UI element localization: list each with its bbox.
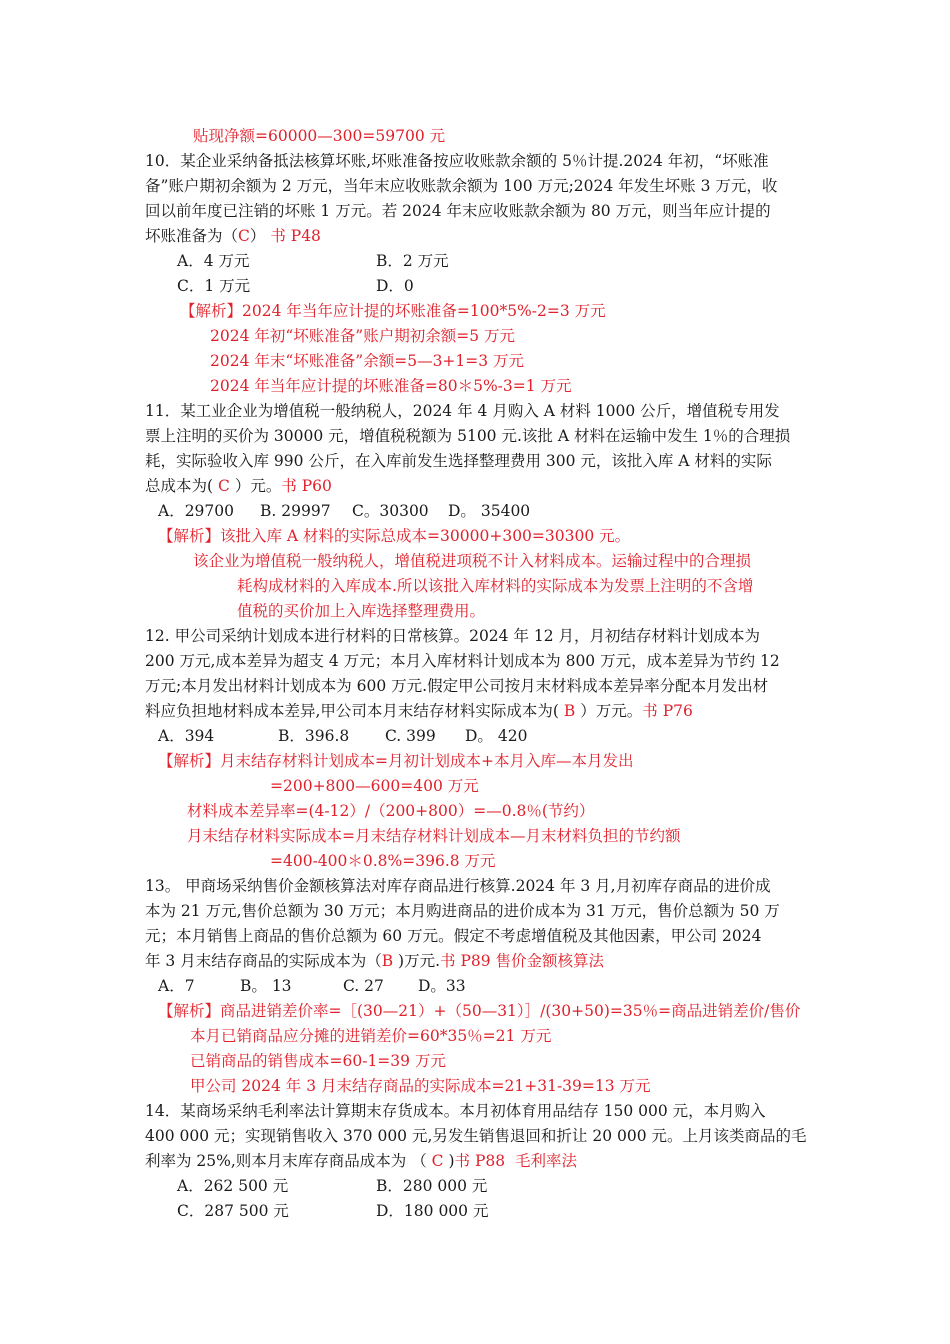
q13-option-c: C. 27 — [343, 977, 384, 995]
q13-analysis-line: 本月已销商品应分摊的进销差价=60*35％=21 万元 — [190, 1027, 552, 1045]
q10-option-b: B．2 万元 — [376, 252, 449, 270]
q14-stem-end: ) — [448, 1152, 455, 1170]
q14-stem-text: 利率为 25%,则本月末库存商品成本为 （ — [145, 1152, 427, 1170]
q11-stem-end: ）元。 — [234, 477, 282, 495]
q10-book-ref: 书 P48 — [270, 227, 321, 245]
q11-stem-line: 11．某工业企业为增值税一般纳税人，2024 年 4 月购入 A 材料 1000 公斤，增值税专用发 — [145, 402, 780, 420]
q12-book-ref: 书 P76 — [642, 702, 693, 720]
q10-stem-line: 备”账户期初余额为 2 万元，当年末应收账款余额为 100 万元;2024 年发生坏账 3 万元，收 — [145, 177, 778, 195]
q11-analysis-line: 耗构成材料的入库成本.所以该批入库材料的实际成本为发票上注明的不含增 — [237, 577, 754, 595]
q13-option-b: B。 13 — [240, 977, 292, 995]
q14-option-a: A．262 500 元 — [177, 1177, 289, 1195]
q12-stem-line: 200 万元,成本差异为超支 4 万元；本月入库材料计划成本为 800 万元，成本差异为节约 12 — [145, 652, 780, 670]
q13-option-d: D。33 — [418, 977, 466, 995]
q12-analysis-line: 月末结存材料实际成本=月末结存材料计划成本—月末材料负担的节约额 — [187, 827, 681, 845]
q13-stem-text: 年 3 月末结存商品的实际成本为（ — [145, 952, 382, 970]
q12-analysis-line: 材料成本差异率=(4-12）/（200+800）=—0.8％(节约） — [187, 802, 595, 820]
q12-option-d: D。 420 — [465, 727, 528, 745]
q11-analysis-line: 【解析】该批入库 A 材料的实际总成本=30000+300=30300 元。 — [158, 527, 631, 545]
q12-stem-last-line — [145, 699, 693, 723]
q13-stem-line: 本为 21 万元,售价总额为 30 万元；本月购进商品的进价成本为 31 万元，售价总额为 50 万 — [145, 902, 780, 920]
q11-book-ref: 书 P60 — [281, 477, 332, 495]
q14-stem-line: 14．某商场采纳毛利率法计算期末存货成本。本月初体育用品结存 150 000 元，本月购入 — [145, 1102, 766, 1120]
q12-stem-line: 万元;本月发出材料计划成本为 600 万元.假定甲公司按月末材料成本差异率分配本月发出材 — [145, 677, 769, 695]
q12-answer: B — [563, 702, 576, 720]
q11-option-d: D。 35400 — [448, 502, 531, 520]
q11-stem-line: 票上注明的买价为 30000 元，增值税税额为 5100 元.该批 A 材料在运输中发生 1％的合理损 — [145, 427, 791, 445]
q13-stem-line: 元；本月销售上商品的售价总额为 60 万元。假定不考虑增值税及其他因素，甲公司 2024 — [145, 927, 762, 945]
q11-option-b: B. 29997 — [260, 502, 331, 520]
q13-analysis-line: 【解析】商品进销差价率=［(30—21）+（50—31）］/(30+50)=35％=商品进销差价/售价 — [158, 1002, 801, 1020]
q10-stem-line: 回以前年度已注销的坏账 1 万元。若 2024 年末应收账款余额为 80 万元，则当年应计提的 — [145, 202, 771, 220]
q13-stem-end: )万元. — [398, 952, 441, 970]
q10-analysis-line: 2024 年初“坏账准备”账户期初余额=5 万元 — [210, 327, 515, 345]
q14-stem-line: 400 000 元；实现销售收入 370 000 元,另发生销售退回和折让 20 000 元。上月该类商品的毛 — [145, 1127, 807, 1145]
q14-book-ref: 书 P88 毛利率法 — [454, 1152, 577, 1170]
q11-option-a: A．29700 — [158, 502, 235, 520]
q11-stem-text: 总成本为( — [145, 477, 214, 495]
q13-analysis-line: 已销商品的销售成本=60-1=39 万元 — [190, 1052, 446, 1070]
q14-option-b: B．280 000 元 — [376, 1177, 488, 1195]
q13-answer: B — [381, 952, 394, 970]
q10-option-d: D．0 — [376, 277, 414, 295]
q12-analysis-line: =400-400＊0.8%=396.8 万元 — [270, 852, 496, 870]
q10-stem-text: 坏账准备为（ — [145, 227, 239, 245]
q10-stem-last-line — [145, 224, 321, 248]
q13-stem-line: 13。 甲商场采纳售价金额核算法对库存商品进行核算.2024 年 3 月,月初库存商品的进价成 — [145, 877, 771, 895]
q10-analysis-line: 2024 年末“坏账准备”余额=5—3+1=3 万元 — [210, 352, 525, 370]
q10-option-c: C．1 万元 — [177, 277, 251, 295]
q11-analysis-line: 值税的买价加上入库选择整理费用。 — [237, 602, 486, 620]
q12-analysis-line: 【解析】月末结存材料计划成本=月初计划成本+本月入库—本月发出 — [158, 752, 634, 770]
q9-answer-line: 贴现净额=60000—300=59700 元 — [193, 127, 446, 145]
q11-stem-line: 耗，实际验收入库 990 公斤，在入库前发生选择整理费用 300 元，该批入库 A 材料的实际 — [145, 452, 772, 470]
q12-stem-line: 12. 甲公司采纳计划成本进行材料的日常核算。2024 年 12 月，月初结存材料计划成本为 — [145, 627, 761, 645]
q11-stem-last-line — [145, 474, 332, 498]
q13-option-a: A．7 — [158, 977, 195, 995]
q10-analysis-line: 2024 年当年应计提的坏账准备=80＊5%-3=1 万元 — [210, 377, 572, 395]
q14-option-d: D．180 000 元 — [376, 1202, 489, 1220]
q12-analysis-line: =200+800—600=400 万元 — [270, 777, 479, 795]
q12-stem-text: 料应负担地材料成本差异,甲公司本月末结存材料实际成本为( — [145, 702, 559, 720]
q10-stem-end: ） — [249, 227, 266, 245]
q13-analysis-line: 甲公司 2024 年 3 月末结存商品的实际成本=21+31-39=13 万元 — [190, 1077, 651, 1095]
q14-option-c: C．287 500 元 — [177, 1202, 289, 1220]
q10-analysis-line: 【解析】2024 年当年应计提的坏账准备=100*5%-2=3 万元 — [180, 302, 606, 320]
q14-answer: C — [431, 1152, 444, 1170]
q10-answer: C — [238, 227, 250, 245]
q11-answer: C — [218, 477, 230, 495]
q13-stem-last-line — [145, 949, 604, 973]
q12-stem-end: ）万元。 — [580, 702, 643, 720]
q12-option-b: B．396.8 — [278, 727, 350, 745]
q13-book-ref: 书 P89 售价金额核算法 — [440, 952, 605, 970]
q10-stem-line: 10．某企业采纳备抵法核算坏账,坏账准备按应收账款余额的 5％计提.2024 年初，“坏账准 — [145, 152, 769, 170]
q11-option-c: C。30300 — [352, 502, 429, 520]
q12-option-c: C. 399 — [385, 727, 436, 745]
q11-analysis-line: 该企业为增值税一般纳税人，增值税进项税不计入材料成本。运输过程中的合理损 — [193, 552, 752, 570]
q12-option-a: A．394 — [158, 727, 215, 745]
q10-option-a: A．4 万元 — [177, 252, 250, 270]
q14-stem-last-line — [145, 1149, 577, 1173]
